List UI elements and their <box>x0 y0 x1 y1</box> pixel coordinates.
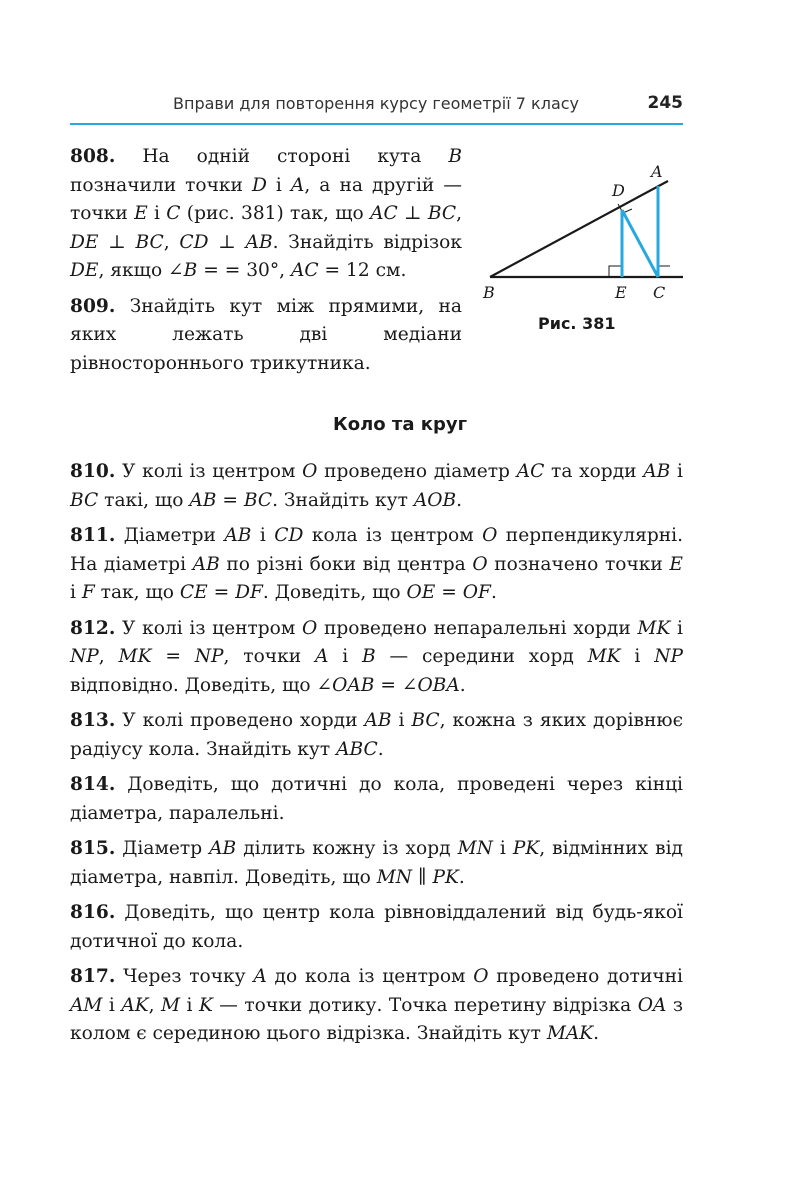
exercise-817 <box>70 963 683 1049</box>
exercise-809 <box>70 293 462 379</box>
exercise-811 <box>70 522 683 608</box>
exercise-808 <box>70 143 462 286</box>
exercise-815 <box>70 835 683 892</box>
exercise-number: 817. <box>70 966 116 987</box>
exercise-text: У колі проведено хорди AB і BC, кожна з яких дорівнює радіусу кола. Знайдіть кут ABC. <box>70 710 683 760</box>
triangle-diagram <box>478 158 693 308</box>
exercise-text: Доведіть, що дотичні до кола, проведені через кінці діаметра, паралельні. <box>70 774 683 824</box>
exercise-number: 814. <box>70 774 116 795</box>
exercise-number: 813. <box>70 710 116 731</box>
top-exercises <box>70 143 462 385</box>
exercise-816 <box>70 899 683 956</box>
exercise-number: 810. <box>70 461 116 482</box>
exercise-text: Діаметри AB і CD кола із центром O перпендикулярні. На діаметрі AB по різні боки від центра O позначено точки E і F так, що CE = DF. Доведіть, що OE = OF. <box>70 525 683 603</box>
label-d: D <box>612 181 625 200</box>
exercise-number: 812. <box>70 617 116 639</box>
exercise-number: 808. <box>70 146 116 167</box>
exercise-text: У колі із центром O проведено діаметр AC та хорди AB і BC такі, що AB = BC. Знайдіть кут AOB. <box>70 461 683 511</box>
label-c: C <box>653 283 666 302</box>
exercise-number: 809. <box>70 295 116 317</box>
exercise-text: У колі із центром O проведено непаралельні хорди MK і NP, MK = NP, точки A і B — середини хорд MK і NP відповідно. Доведіть, що ∠OAB = ∠OBA. <box>70 617 683 696</box>
figure-381 <box>478 158 693 308</box>
exercise-text: Знайдіть кут між прямими, на яких лежать дві медіани рівностороннього трикутника. <box>70 295 462 374</box>
exercise-number: 811. <box>70 525 116 546</box>
exercise-814 <box>70 771 683 828</box>
exercise-number: 815. <box>70 838 116 859</box>
section-title: Коло та круг <box>333 414 467 435</box>
segment-dc <box>622 210 658 277</box>
exercise-text: На одній стороні кута B позначили точки D і A, а на другій — точки E і C (рис. 381) так, що AC ⊥ BC, DE ⊥ BC, CD ⊥ AB. Знайдіть відрізок DE, якщо ∠B = = 30°, AC = 12 см. <box>70 146 462 281</box>
right-angle-c <box>659 266 670 277</box>
header-title: Вправи для повторення курсу геометрії 7 класу <box>173 94 580 113</box>
exercise-812 <box>70 615 683 701</box>
exercise-text: Через точку A до кола із центром O проведено дотичні AM і AK, M і K — точки дотику. Точка перетину відрізка OA з колом є серединою цього відрізка. Знайдіть кут MAK. <box>70 966 683 1044</box>
label-a: A <box>651 162 663 181</box>
exercise-813 <box>70 707 683 764</box>
exercise-text: Діаметр AB ділить кожну із хорд MN і PK, відмінних від діаметра, навпіл. Доведіть, що MN ∥ PK. <box>70 838 683 888</box>
exercise-list <box>70 458 683 1056</box>
label-b: B <box>483 283 495 302</box>
right-angle-e <box>609 266 622 277</box>
page-number: 245 <box>647 93 683 113</box>
exercise-text: Доведіть, що центр кола рівновіддалений від будь-якої дотичної до кола. <box>70 902 683 952</box>
label-e: E <box>615 283 627 302</box>
figure-caption: Рис. 381 <box>538 314 616 333</box>
page-header <box>70 93 683 125</box>
ray-ba <box>490 181 668 277</box>
exercise-number: 816. <box>70 902 116 923</box>
exercise-810 <box>70 458 683 515</box>
